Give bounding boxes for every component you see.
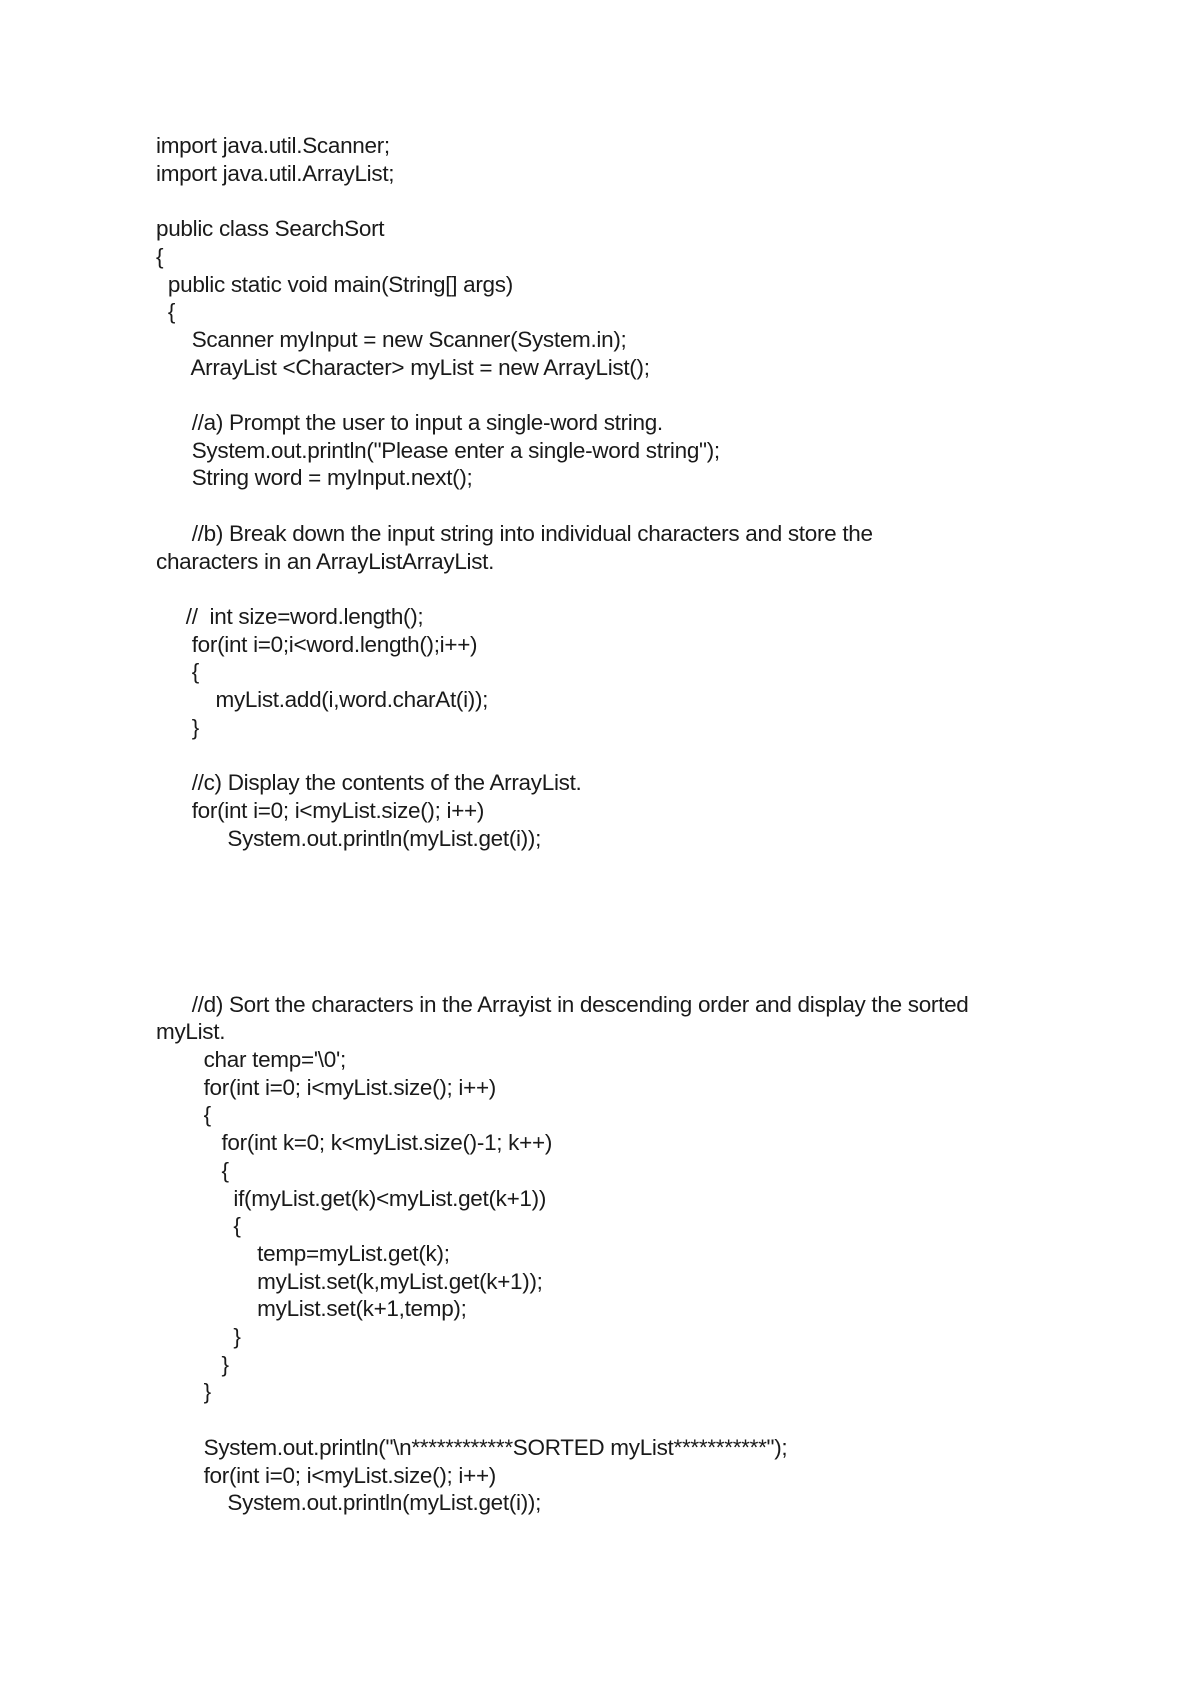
code-line: for(int i=0;i<word.length();i++) xyxy=(156,631,478,657)
code-line: } xyxy=(156,714,199,740)
code-line: myList.set(k+1,temp); xyxy=(156,1296,467,1322)
code-line: for(int k=0; k<myList.size()-1; k++) xyxy=(156,1130,553,1156)
code-line: { xyxy=(156,299,176,325)
code-line xyxy=(156,935,1116,963)
code-line xyxy=(156,852,1116,880)
code-line: myList. xyxy=(156,1019,226,1045)
code-line: //d) Sort the characters in the Arrayist in descending order and display the sorted xyxy=(156,991,969,1017)
code-listing xyxy=(156,132,1116,1517)
code-line: Scanner myInput = new Scanner(System.in); xyxy=(156,326,627,352)
code-line: char temp='\0'; xyxy=(156,1047,346,1073)
code-line xyxy=(156,880,1116,908)
code-line xyxy=(156,741,1116,769)
code-line: //c) Display the contents of the ArrayList. xyxy=(156,770,582,796)
code-line: System.out.println(myList.get(i)); xyxy=(156,1490,542,1516)
code-line: { xyxy=(156,243,164,269)
code-line: temp=myList.get(k); xyxy=(156,1240,450,1266)
code-line: ArrayList <Character> myList = new ArrayList(); xyxy=(156,354,650,380)
code-line: for(int i=0; i<myList.size(); i++) xyxy=(156,1462,496,1488)
code-line: for(int i=0; i<myList.size(); i++) xyxy=(156,1074,496,1100)
code-line xyxy=(156,492,1116,520)
code-line: myList.add(i,word.charAt(i)); xyxy=(156,687,489,712)
code-line: { xyxy=(156,1157,229,1183)
code-line: if(myList.get(k)<myList.get(k+1)) xyxy=(156,1185,547,1211)
code-line xyxy=(156,575,1116,603)
code-line: public class SearchSort xyxy=(156,216,385,242)
code-line: { xyxy=(156,1213,241,1239)
code-line: System.out.println("\n************SORTED myList***********"); xyxy=(156,1434,788,1460)
code-line: System.out.println(myList.get(i)); xyxy=(156,825,542,851)
code-line: } xyxy=(156,1351,229,1377)
code-line xyxy=(156,381,1116,409)
code-line: { xyxy=(156,1102,211,1128)
code-line xyxy=(156,963,1116,991)
code-line: System.out.println("Please enter a single-word string"); xyxy=(156,437,720,463)
code-line: String word = myInput.next(); xyxy=(156,465,473,491)
code-line xyxy=(156,908,1116,936)
code-line xyxy=(156,1406,1116,1434)
code-line: //b) Break down the input string into individual characters and store the xyxy=(156,520,873,546)
code-line: // int size=word.length(); xyxy=(156,603,424,629)
code-line: import java.util.Scanner; xyxy=(156,133,390,158)
code-line: for(int i=0; i<myList.size(); i++) xyxy=(156,797,485,823)
code-line xyxy=(156,187,1116,215)
code-line: } xyxy=(156,1324,241,1350)
code-line: } xyxy=(156,1379,211,1405)
code-line: //a) Prompt the user to input a single-word string. xyxy=(156,410,663,435)
code-line: { xyxy=(156,659,199,685)
code-line: myList.set(k,myList.get(k+1)); xyxy=(156,1268,543,1294)
code-line: public static void main(String[] args) xyxy=(156,271,513,297)
code-line: characters in an ArrayListArrayList. xyxy=(156,548,495,574)
code-line: import java.util.ArrayList; xyxy=(156,160,395,186)
